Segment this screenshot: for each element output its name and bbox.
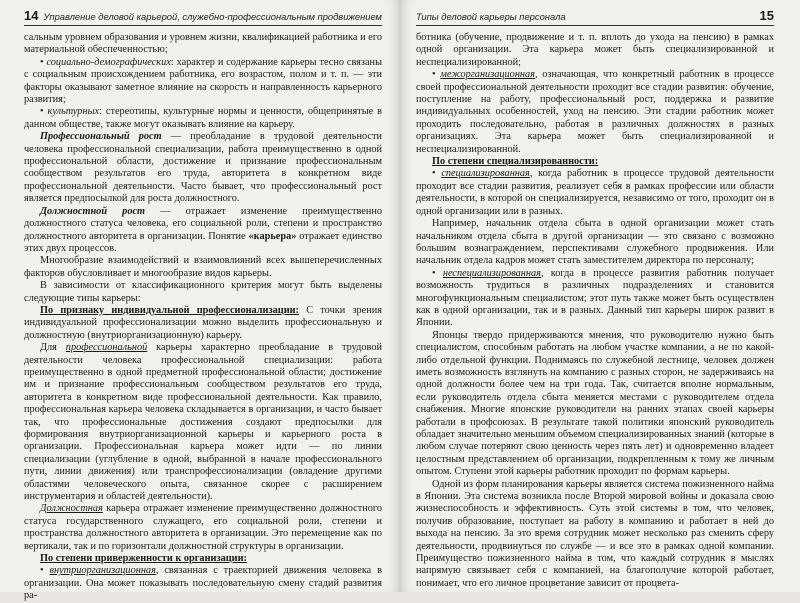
paragraph <box>416 479 774 591</box>
paragraph <box>24 106 382 131</box>
text-run: профессиональной <box>65 342 148 354</box>
text-run: — преобладание в трудовой деятельности человека профессиональной специализации, работа преимущественно в одной профессиональной области, достижение и признание профессиональным сообществом результатов его труда, авторитета в конкретном виде профессиональной деятельности. Часто бывает, что профессиональный рост является предпосылкой для роста должностного. <box>24 131 383 205</box>
text-run: , когда работник в процессе трудовой деятельности проходит все стадии развития, реализует себя в рамках профессии или области деятельности, в которой он специализируется, независимо от того, проходит он в одной организации или в разных. <box>416 168 774 217</box>
text-run: С точки зрения индивидуальной профессионализации можно выделить профессиональную и должностную (внутриорганизационную) карьеру. <box>24 304 382 341</box>
paragraph <box>24 280 382 305</box>
left-page <box>0 0 400 602</box>
left-page-header <box>24 8 382 26</box>
text-run: • <box>40 106 48 118</box>
text-run: Профессиональный рост <box>40 131 162 143</box>
running-head: Управление деловой карьерой, служебно-профессиональным продвижением <box>43 11 382 22</box>
page-number: 14 <box>24 8 39 23</box>
text-run: По признаку индивидуальной профессионализации: <box>40 304 299 316</box>
text-run: — отражает изменение преимущественно должностного статуса человека, его социальной роли, степени и пространство должностного авторитета в организации. Понятие <box>24 205 382 242</box>
text-run: Для <box>40 342 66 354</box>
right-page <box>400 0 800 592</box>
text-run: Японцы твердо придерживаются мнения, что руководителю нужно быть специалистом, способным работать на любом участке компании, а не по какой-либо отдельной функции. Поднимаясь по служебной лестнице, человек должен иметь возможность взглянуть на компанию с разных сторон, не задерживаясь на одной должности более чем на три года. Так, считается вполне нормальным, если руководитель отдела сбыта меняется местами с руководителем отдела снабжения. Многие японские руководители на ранних этапах своей карьеры работали в профсоюзах. В результате такой политики японский руководитель обладает значительно меньшим объемом специализированных знаний (которые в любом случае потеряют свою ценность через пять лет) и одновременно владеет целостным представлением об организации, подкрепленным к тому же личным опытом. Ступени этой карьеры работник проходит по формам карьеры. <box>416 329 774 478</box>
text-run: ботника (обучение, продвижение и т. п. вплоть до ухода на пенсию) в рамках одной организации. Эта карьера может быть специализированной и неспециализированной; <box>416 32 774 68</box>
text-run: , означающая, что конкретный работник в процессе своей профессиональной деятельности проходит все стадии развития: обучение, поступление на работу, профессиональный рост, поддержка и развитие индивидуальных особенностей, уход на пенсию. Эти стадии работник может проходить последовательно, работая в различных должностях в разных организациях. Эта карьера может быть специализированной и неспециализированной. <box>416 69 775 155</box>
text-run: Должностная <box>40 503 103 515</box>
text-run: По степени приверженности к организации: <box>40 553 247 565</box>
paragraph <box>416 168 774 218</box>
text-run: внутриорганизационная <box>49 565 156 577</box>
text-run: • <box>432 267 443 279</box>
right-body-text <box>416 32 774 590</box>
text-run: «карьера» <box>248 230 297 242</box>
paragraph <box>416 32 774 69</box>
paragraph <box>24 305 382 342</box>
paragraph <box>416 268 774 330</box>
text-run: • <box>432 168 442 180</box>
text-run: отражает единство этих двух процессов. <box>24 230 382 254</box>
paragraph <box>24 131 382 205</box>
text-run: карьеры характерно преобладание в трудовой деятельности человека профессиональной специализации: работа преимущественно в одной предметной профессиональной области; достижение им и признание профессиональным сообществом результатов его труда, авторитета в конкретном виде профессиональной деятельности. Как правило, профессиональная карьера человека складывается в организации, и часто бывает так, что профессиональные достижения создают предпосылки для формирования внутриорганизационной карьеры и карьерного роста в организации. Профессиональная карьера может идти — по линии специализации (углубление в одной, выбранной в начале профессионального пути, линии движения) или транспрофессионализации (овладение другими областями человеческого опыта, связанное скорее с расширением инструментария и областей деятельности). <box>24 342 382 503</box>
paragraph <box>24 57 382 107</box>
text-run: В зависимости от классификационного критерия могут быть выделены следующие типы карьеры: <box>24 280 382 304</box>
paragraph <box>24 342 382 503</box>
text-run: неспециализированная <box>442 267 541 279</box>
text-run: • <box>40 565 50 577</box>
text-run: • <box>40 56 47 68</box>
text-run: : характер и содержание карьеры тесно связаны с социальным происхождением работника, его возрастом, полом и т. п. — эти факторы оказывают заметное влияние на скорость и направленность карьерного развития; <box>24 56 382 106</box>
paragraph <box>24 565 382 602</box>
text-run: : стереотипы, культурные нормы и ценности, общепринятые в данном обществе, также могут оказывать влияние на карьеру. <box>24 106 382 130</box>
paragraph <box>416 218 774 268</box>
left-body-text <box>24 32 382 603</box>
text-run: Многообразие взаимодействий и взаимовлияний всех вышеперечисленных факторов обусловливает и многообразие видов карьеры. <box>24 255 382 279</box>
paragraph <box>416 156 774 168</box>
text-run: Например, начальник отдела сбыта в одной организации может стать начальником отдела сбыта в другой организации — это связано с возможно большим вознаграждением, перспективами служебного продвижения. Или начальник отдела кадров может стать заместителем директора по персоналу; <box>416 218 774 267</box>
paragraph <box>24 32 382 57</box>
text-run: сальным уровнем образования и уровнем жизни, квалификацией работника и его материальной обеспеченностью; <box>24 32 382 56</box>
text-run: специализированная <box>441 168 530 180</box>
paragraph <box>24 553 382 565</box>
page-number: 15 <box>759 8 774 23</box>
text-run: социально-демографических <box>46 56 171 68</box>
text-run: Должностной рост <box>40 205 146 217</box>
paragraph <box>416 330 774 479</box>
text-run: карьера отражает изменение преимущественно должностного статуса государственного служащего, его социальной роли, степени и пространства должностного авторитета в организации. Это перемещение как по вертикали, так и по горизонтали должностной структуры в организации. <box>24 503 382 552</box>
running-head: Типы деловой карьеры персонала <box>416 11 566 22</box>
paragraph <box>416 69 774 156</box>
text-run: • <box>432 69 441 81</box>
text-run: Одной из форм планирования карьеры является система пожизненного найма в Японии. Эта система возникла после Второй мировой войны и доказала свою жизнеспособность и эффективность. Суть этой системы в том, что человек, получив образование, поступает на работу в компанию и работает в ней до выхода на пенсию. За это время сотрудник может несколько раз сменить сферу деятельности, продвинуться по службе — и все это в рамках одной компании. Преимущество пожизненного найма в том, что каждый сотрудник в мыслях напрямую связывает себя с компанией, на благополучие которой работает, понимает, что его личное процветание зависит от процвета- <box>416 478 774 589</box>
text-run: По степени специализированности: <box>432 156 599 168</box>
text-run: , когда в процессе развития работник получает возможность трудиться в различных подразделениях и становится многофункциональным специалистом; этот путь также может быть осуществлен как в одной организации, так и в разных. Данный тип карьеры широк развит в Японии. <box>416 267 774 329</box>
paragraph <box>24 503 382 553</box>
paragraph <box>24 206 382 256</box>
right-page-header <box>416 8 774 26</box>
paragraph <box>24 255 382 280</box>
text-run: межорганизационная <box>440 69 535 81</box>
text-run: культурных <box>47 106 100 118</box>
text-run: , связанная с траекторией движения человека в организации. Она может показывать последовательную смену стадий развития ра- <box>24 565 382 602</box>
